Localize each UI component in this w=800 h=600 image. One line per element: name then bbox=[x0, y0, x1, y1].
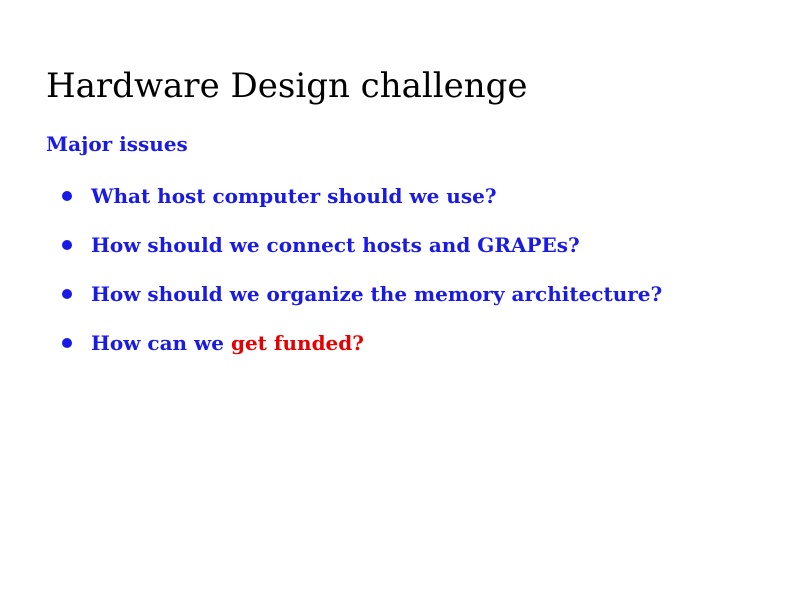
bullet-text: What host computer should we use? bbox=[91, 184, 497, 208]
bullet-dot-icon bbox=[62, 240, 72, 250]
bullet-text-highlight: get funded? bbox=[230, 331, 364, 355]
bullet-list bbox=[62, 181, 662, 377]
bullet-text: How should we organize the memory architecture? bbox=[91, 282, 663, 306]
list-item bbox=[62, 181, 662, 230]
section-heading: Major issues bbox=[46, 132, 188, 156]
bullet-text: How should we connect hosts and GRAPEs? bbox=[91, 233, 580, 257]
bullet-dot-icon bbox=[62, 191, 72, 201]
bullet-dot-icon bbox=[62, 338, 72, 348]
bullet-text bbox=[91, 328, 364, 358]
bullet-text-plain: How can we bbox=[91, 331, 231, 355]
list-item bbox=[62, 328, 662, 377]
bullet-dot-icon bbox=[62, 289, 72, 299]
list-item bbox=[62, 230, 662, 279]
slide-title: Hardware Design challenge bbox=[46, 66, 528, 106]
list-item bbox=[62, 279, 662, 328]
